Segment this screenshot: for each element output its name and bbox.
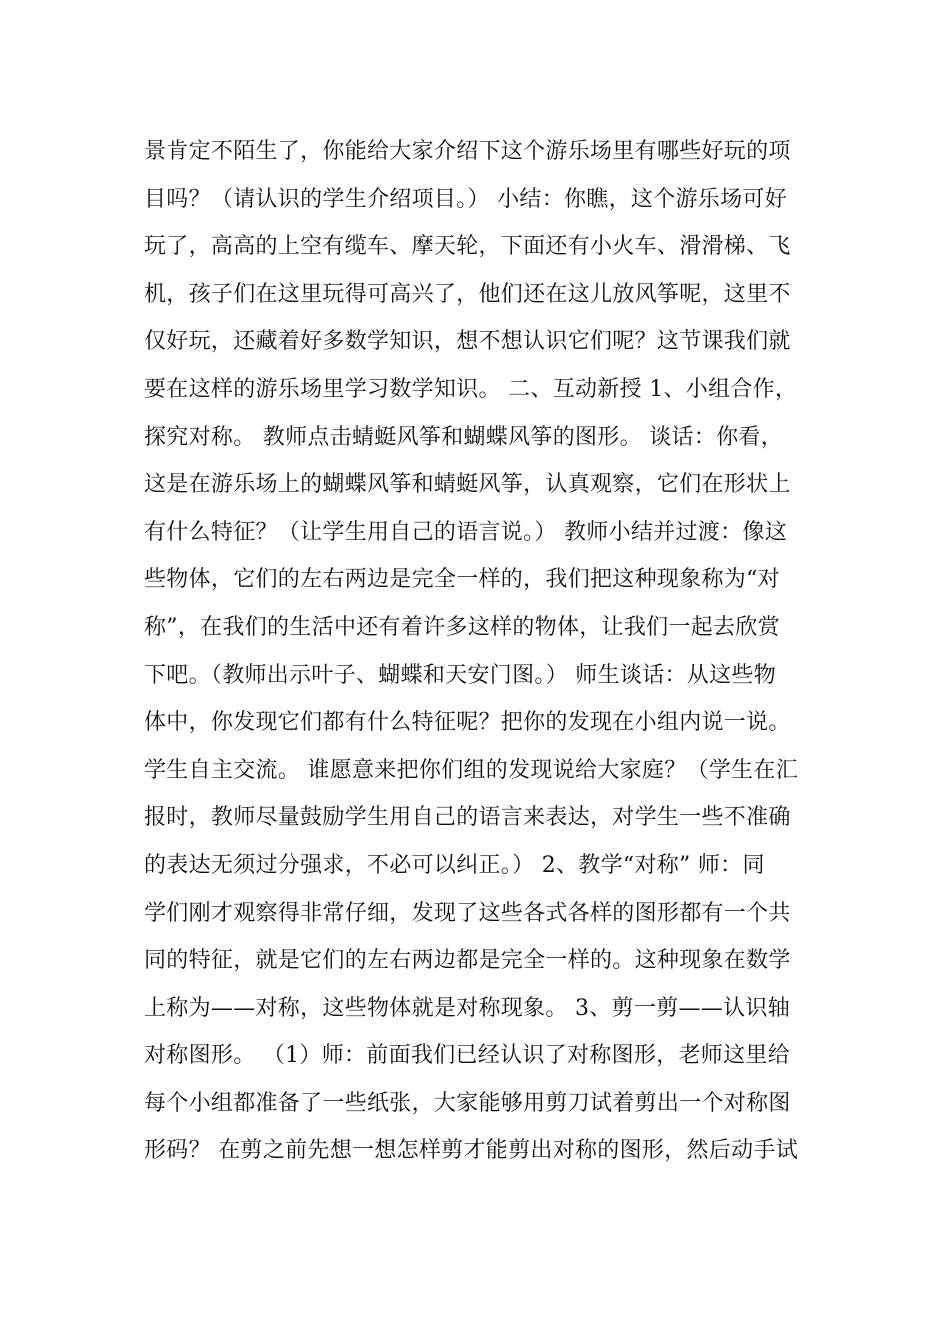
text-line: 机，孩子们在这里玩得可高兴了，他们还在这儿放风筝呢，这里不 — [144, 281, 791, 307]
text-line: 学们刚才观察得非常仔细，发现了这些各式各样的图形都有一个共 — [144, 900, 791, 926]
text-line: 有什么特征？（让学生用自己的语言说。） 教师小结并过渡：像这 — [144, 519, 787, 545]
text-line: 仅好玩，还藏着好多数学知识，想不想认识它们呢？这节课我们就 — [144, 329, 791, 355]
text-line: 体中，你发现它们都有什么特征呢？把你的发现在小组内说一说。 — [144, 710, 791, 736]
text-line: 玩了，高高的上空有缆车、摩天轮，下面还有小火车、滑滑梯、飞 — [144, 234, 791, 260]
text-line: 称”，在我们的生活中还有着许多这样的物体，让我们一起去欣赏 — [144, 614, 780, 640]
text-line: 目吗？（请认识的学生介绍项目。） 小结：你瞧，这个游乐场可好 — [144, 186, 787, 212]
text-line: 报时，教师尽量鼓励学生用自己的语言来表达，对学生一些不准确 — [144, 805, 791, 831]
text-line: 景肯定不陌生了，你能给大家介绍下这个游乐场里有哪些好玩的项 — [144, 139, 791, 164]
text-line: 对称图形。 （1）师：前面我们已经认识了对称图形，老师这里给 — [144, 1043, 790, 1069]
text-line: 下吧。（教师出示叶子、蝴蝶和天安门图。） 师生谈话：从这些物 — [144, 662, 776, 688]
text-line: 的表达无须过分强求，不必可以纠正。） 2、教学“对称” 师：同 — [144, 852, 765, 878]
body-text — [144, 128, 814, 1175]
text-line: 同的特征，就是它们的左右两边都是完全一样的。这种现象在数学 — [144, 948, 791, 974]
text-line: 要在这样的游乐场里学习数学知识。 二、互动新授 1、小组合作， — [144, 376, 798, 402]
text-line: 些物体，它们的左右两边是完全一样的，我们把这种现象称为“对 — [144, 567, 780, 593]
text-line: 这是在游乐场上的蝴蝶风筝和蜻蜓风筝，认真观察，它们在形状上 — [144, 472, 791, 498]
text-line: 上称为——对称，这些物体就是对称现象。 3、剪一剪——认识轴 — [144, 995, 790, 1021]
text-line: 每个小组都准备了一些纸张，大家能够用剪刀试着剪出一个对称图 — [144, 1090, 791, 1116]
text-line: 学生自主交流。 谁愿意来把你们组的发现说给大家庭？（学生在汇 — [144, 757, 798, 783]
text-line: 探究对称。 教师点击蜻蜓风筝和蝴蝶风筝的图形。 谈话：你看， — [144, 424, 783, 450]
text-line: 形码？ 在剪之前先想一想怎样剪才能剪出对称的图形，然后动手试 — [144, 1138, 798, 1164]
